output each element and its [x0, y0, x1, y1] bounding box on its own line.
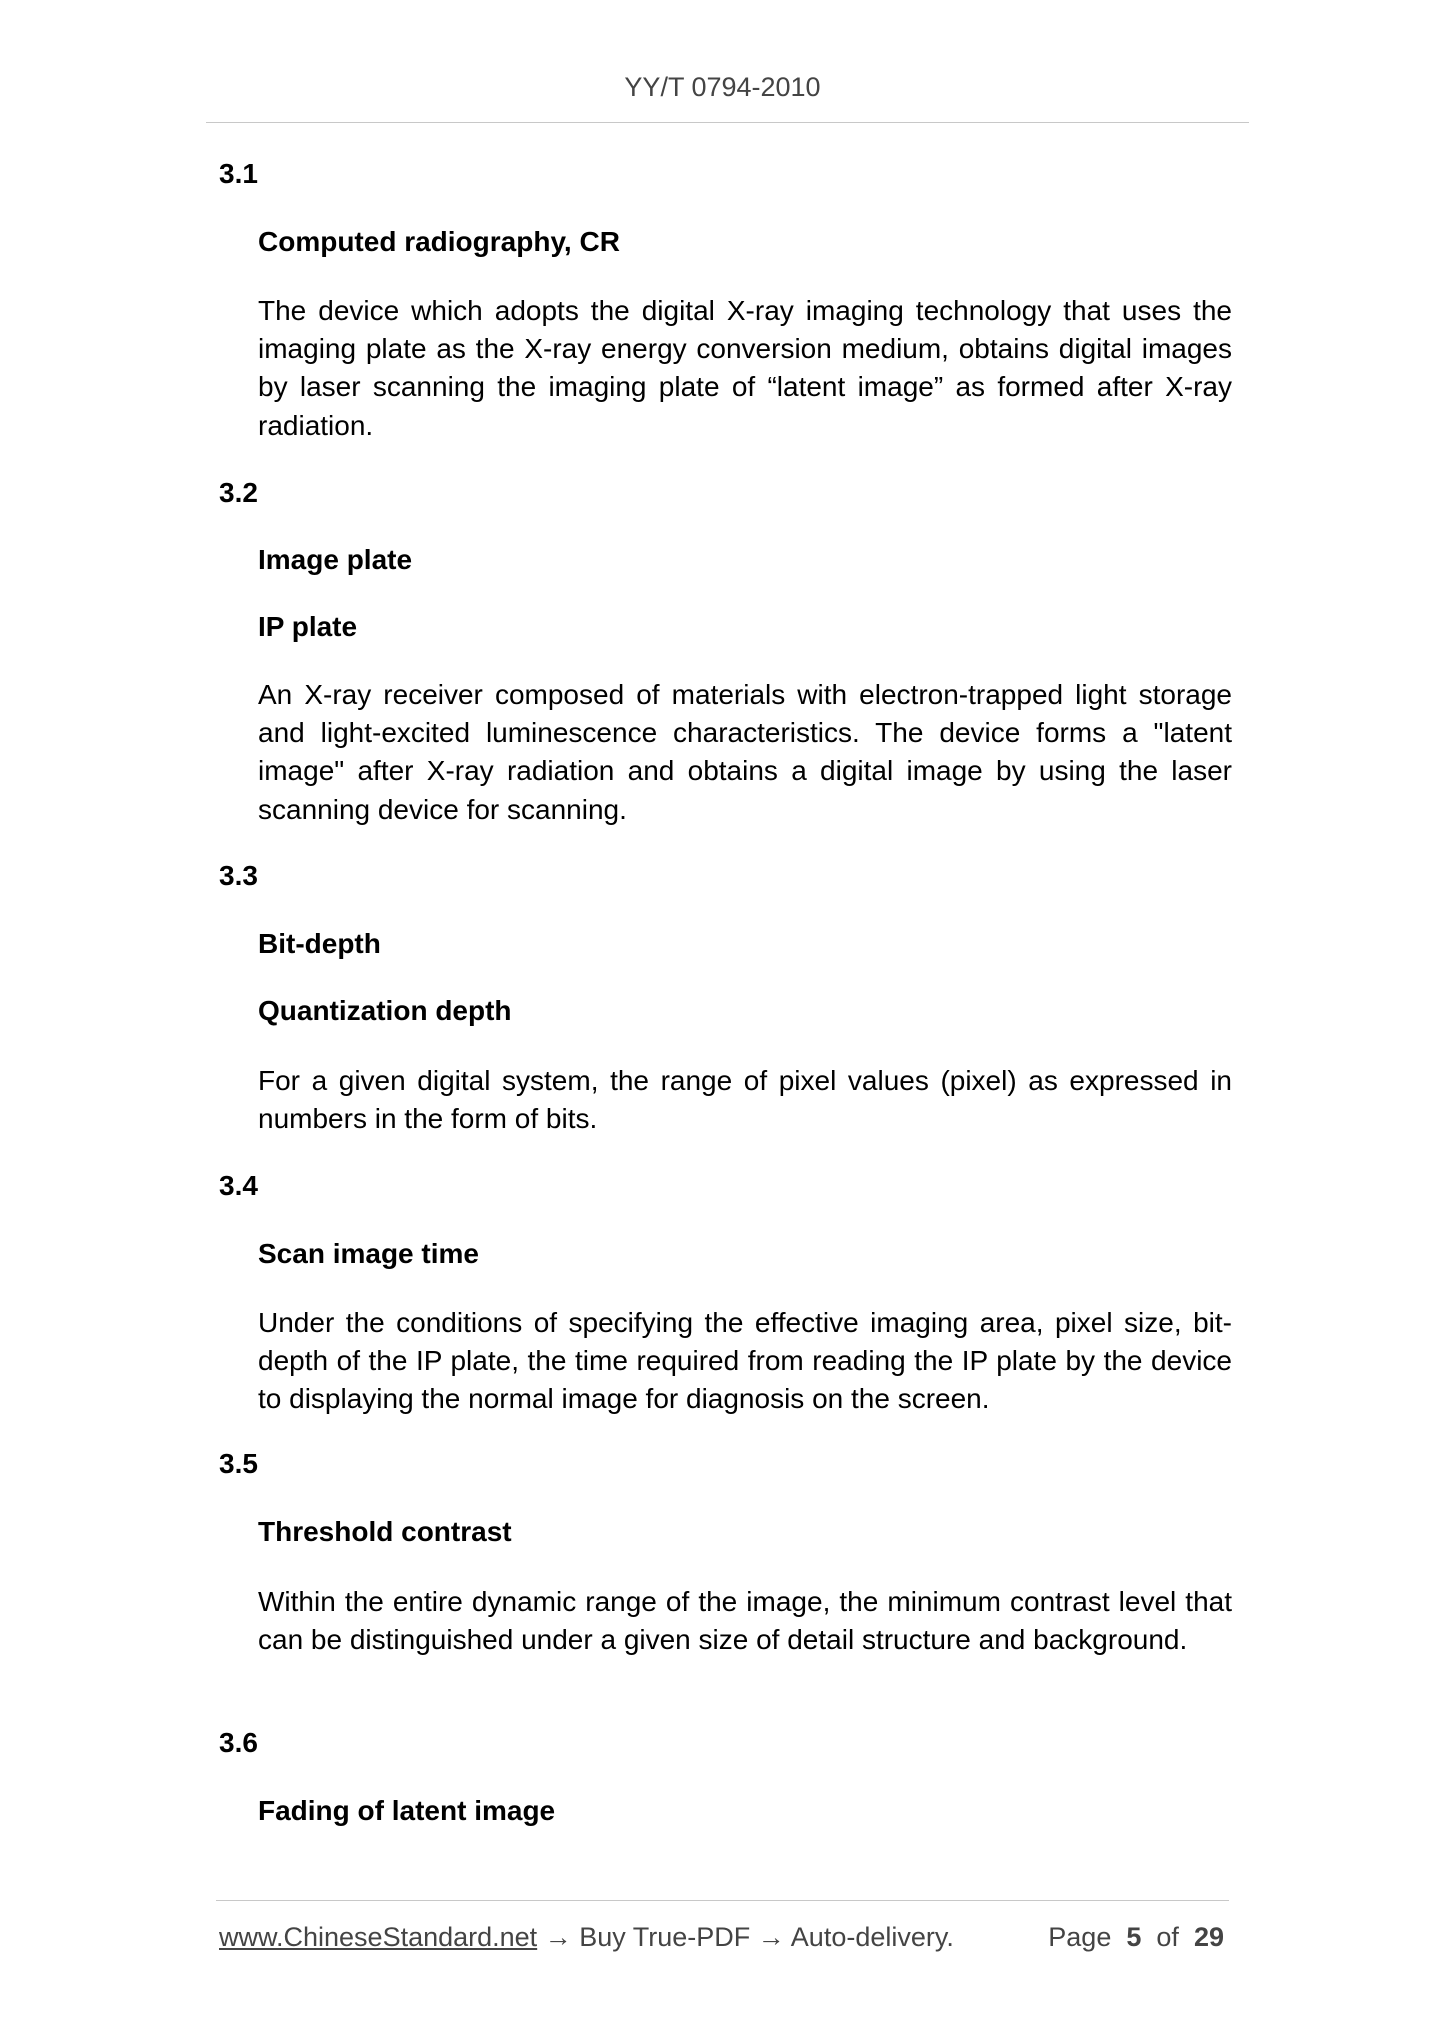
term-synonym: Quantization depth: [258, 995, 512, 1026]
section-number: 3.2: [219, 477, 258, 508]
page-indicator: [1048, 1922, 1224, 1953]
arrow-icon: →: [757, 1922, 785, 1952]
term-heading: Bit-depth: [258, 928, 381, 959]
page-label: Page: [1048, 1922, 1112, 1952]
header-divider: [206, 122, 1249, 123]
section-number: 3.1: [219, 158, 258, 189]
section-number: 3.6: [219, 1727, 258, 1758]
term-heading: Image plate: [258, 544, 413, 575]
term-definition: For a given digital system, the range of pixel values (pixel) as expressed in numbers in the form of bits.: [258, 1065, 1232, 1135]
term-synonym: IP plate: [258, 611, 358, 642]
section-number: 3.4: [219, 1170, 258, 1201]
term-heading: Fading of latent image: [258, 1795, 556, 1826]
section-number: 3.3: [219, 860, 258, 891]
term-definition: Within the entire dynamic range of the image, the minimum contrast level that can be distinguished under a given size of detail structure and background.: [258, 1586, 1232, 1656]
total-pages-number: 29: [1193, 1922, 1224, 1952]
footer-divider: [216, 1900, 1229, 1901]
page-of-label: of: [1156, 1922, 1179, 1952]
footer-promo: [219, 1922, 954, 1953]
buy-text: Buy True-PDF: [579, 1922, 751, 1952]
term-heading: Computed radiography, CR: [258, 226, 620, 257]
current-page-number: 5: [1126, 1922, 1142, 1952]
term-heading: Scan image time: [258, 1238, 479, 1269]
chinesestandard-link[interactable]: www.ChineseStandard.net: [219, 1922, 538, 1952]
term-definition: Under the conditions of specifying the effective imaging area, pixel size, bit-depth of the IP plate, the time required from reading the IP plate by the device to displaying the normal image for diagnosis on the screen.: [258, 1307, 1232, 1415]
section-number: 3.5: [219, 1448, 258, 1479]
term-definition: An X-ray receiver composed of materials with electron-trapped light storage and light-excited luminescence characteristics. The device forms a "latent image" after X-ray radiation and obtains a digital image by using the laser scanning device for scanning.: [258, 679, 1232, 825]
document-code-header: YY/T 0794-2010: [624, 72, 821, 102]
delivery-text: Auto-delivery.: [790, 1922, 954, 1952]
term-definition: The device which adopts the digital X-ray imaging technology that uses the imaging plate as the X-ray energy conversion medium, obtains digital images by laser scanning the imaging plate of “latent image” as formed after X-ray radiation.: [258, 295, 1232, 441]
arrow-icon: →: [544, 1922, 572, 1952]
term-heading: Threshold contrast: [258, 1516, 512, 1547]
